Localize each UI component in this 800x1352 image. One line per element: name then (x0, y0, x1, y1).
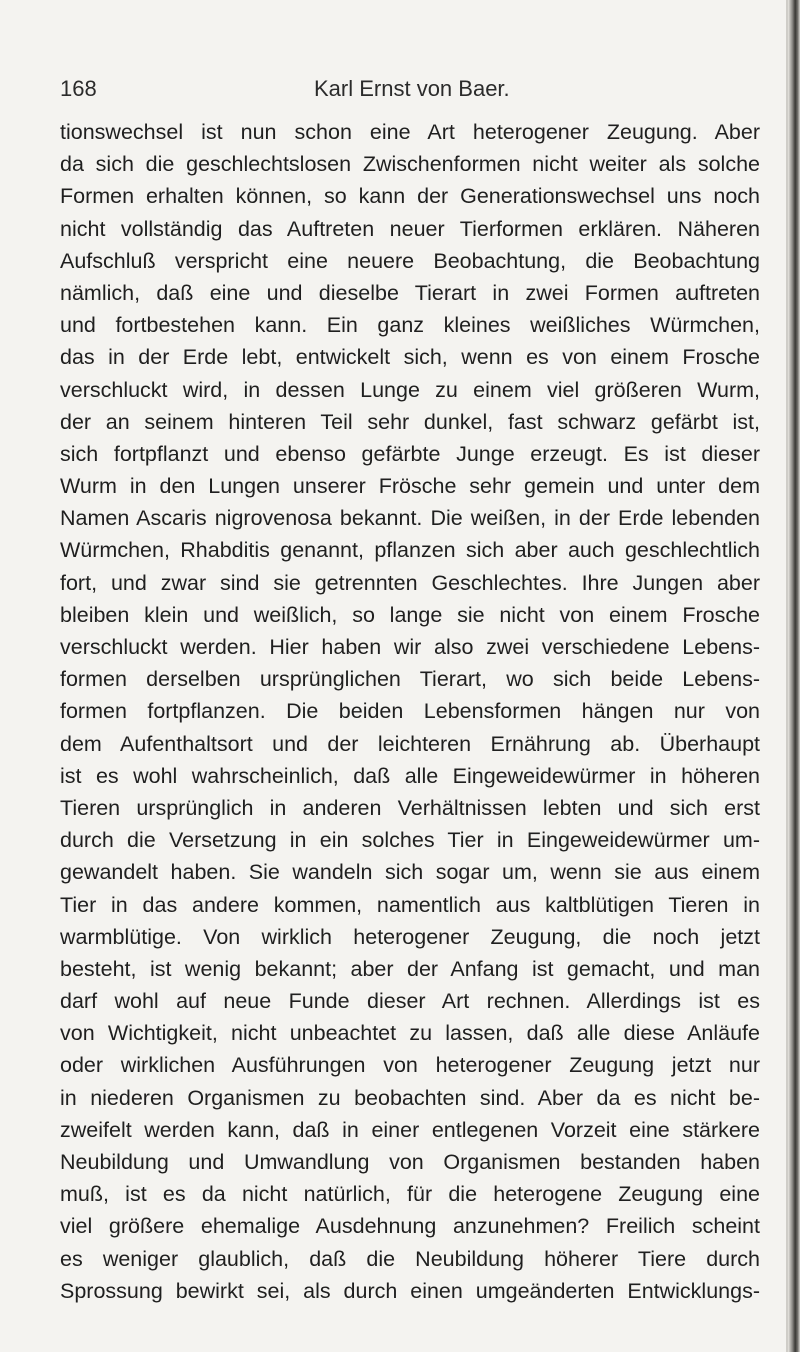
text-line: Wurm in den Lungen unserer Frösche sehr gemein und unter dem (60, 474, 760, 499)
text-line: dem Aufenthaltsort und der leichteren Ernährung ab. Überhaupt (60, 731, 760, 756)
text-line: sich fortpflanzt und ebenso gefärbte Junge erzeugt. Es ist dieser (60, 441, 760, 466)
text-line: gewandelt haben. Sie wandeln sich sogar um, wenn sie aus einem (60, 860, 760, 885)
text-line: tionswechsel ist nun schon eine Art heterogener Zeugung. Aber (60, 120, 760, 144)
text-line: nicht vollständig das Auftreten neuer Tierformen erklären. Näheren (60, 216, 760, 241)
text-line: viel größere ehemalige Ausdehnung anzunehmen? Freilich scheint (60, 1214, 760, 1239)
text-line: besteht, ist wenig bekannt; aber der Anfang ist gemacht, und man (60, 956, 760, 981)
text-line: ist es wohl wahrscheinlich, daß alle Eingeweidewürmer in höheren (60, 763, 760, 788)
text-line: fort, und zwar sind sie getrennten Geschlechtes. Ihre Jungen aber (60, 570, 760, 595)
text-line: verschluckt wird, in dessen Lunge zu einem viel größeren Wurm, (60, 377, 760, 402)
text-line: der an seinem hinteren Teil sehr dunkel, fast schwarz gefärbt ist, (60, 409, 760, 434)
text-line: verschluckt werden. Hier haben wir also zwei verschiedene Lebens- (60, 635, 760, 659)
text-line: formen derselben ursprünglichen Tierart, wo sich beide Lebens- (60, 667, 760, 692)
text-line: in niederen Organismen zu beobachten sind. Aber da es nicht be- (60, 1085, 760, 1110)
page-header (60, 76, 760, 108)
text-line: es weniger glaublich, daß die Neubildung höherer Tiere durch (60, 1246, 760, 1271)
text-line: bleiben klein und weißlich, so lange sie nicht von einem Frosche (60, 602, 760, 627)
running-head: Karl Ernst von Baer. (314, 76, 510, 101)
text-line: Neubildung und Umwandlung von Organismen bestanden haben (60, 1150, 760, 1174)
text-line: das in der Erde lebt, entwickelt sich, wenn es von einem Frosche (60, 345, 760, 370)
book-binding-edge (788, 0, 800, 1352)
text-line: von Wichtigkeit, nicht unbeachtet zu lassen, daß alle diese Anläufe (60, 1021, 760, 1046)
text-line: Würmchen, Rhabditis genannt, pflanzen sich aber auch geschlechtlich (60, 538, 760, 563)
text-line: nämlich, daß eine und dieselbe Tierart in zwei Formen auftreten (60, 280, 760, 305)
text-line: darf wohl auf neue Funde dieser Art rechnen. Allerdings ist es (60, 989, 760, 1014)
text-line: Aufschluß verspricht eine neuere Beobachtung, die Beobachtung (60, 248, 760, 273)
text-line: Tieren ursprünglich in anderen Verhältnissen lebten und sich erst (60, 795, 760, 820)
text-line: und fortbestehen kann. Ein ganz kleines weißliches Würmchen, (60, 313, 760, 338)
page-number: 168 (60, 76, 97, 101)
text-line: Formen erhalten können, so kann der Generationswechsel uns noch (60, 184, 760, 209)
text-line: durch die Versetzung in ein solches Tier in Eingeweidewürmer um- (60, 828, 760, 853)
text-line: Tier in das andere kommen, namentlich aus kaltblütigen Tieren in (60, 892, 760, 917)
text-line: muß, ist es da nicht natürlich, für die heterogene Zeugung eine (60, 1182, 760, 1207)
text-line: da sich die geschlechtslosen Zwischenformen nicht weiter als solche (60, 152, 760, 177)
text-line: Sprossung bewirkt sei, als durch einen umgeänderten Entwicklungs- (60, 1278, 760, 1303)
text-line: warmblütige. Von wirklich heterogener Zeugung, die noch jetzt (60, 924, 760, 949)
text-line: Namen Ascaris nigrovenosa bekannt. Die weißen, in der Erde lebenden (60, 506, 760, 531)
body-paragraph (60, 116, 760, 1307)
text-line: zweifelt werden kann, daß in einer entlegenen Vorzeit eine stärkere (60, 1117, 760, 1142)
text-line: oder wirklichen Ausführungen von heterogener Zeugung jetzt nur (60, 1053, 760, 1078)
text-line: formen fortpflanzen. Die beiden Lebensformen hängen nur von (60, 699, 760, 724)
